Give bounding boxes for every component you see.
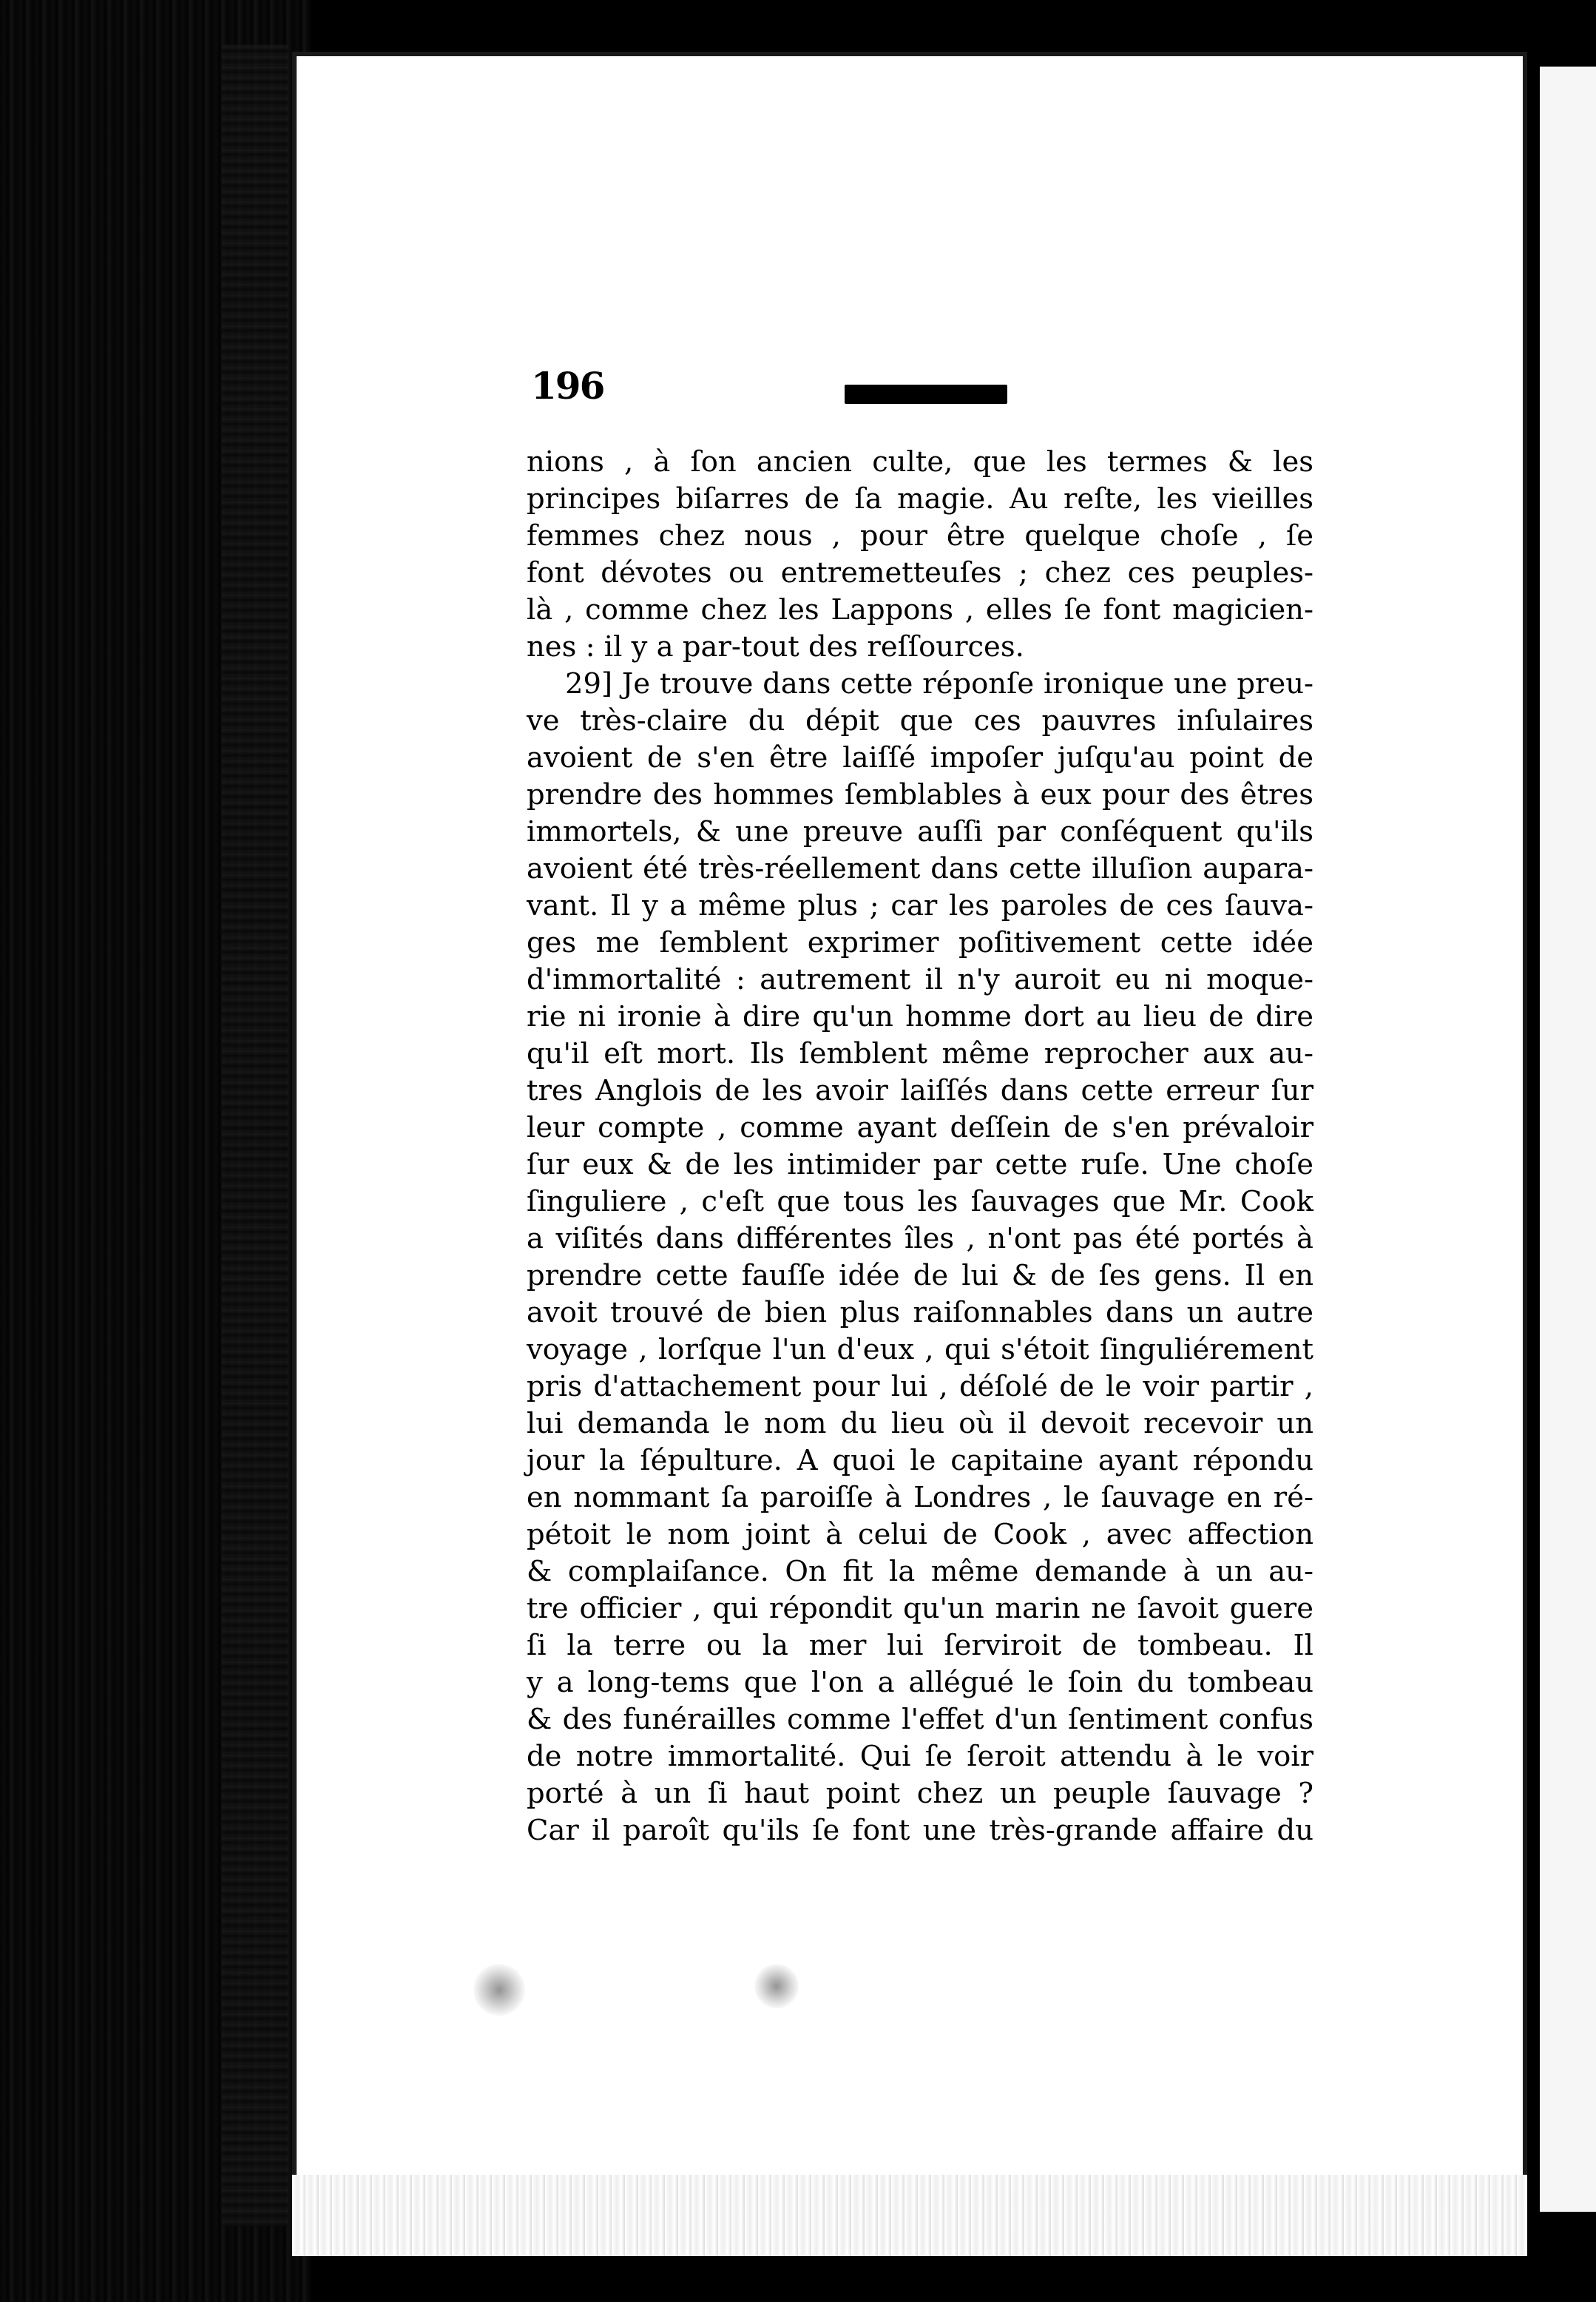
text-line: leur compte , comme ayant deſſein de s'en prévaloir [527,1111,1313,1144]
text-line: font dévotes ou entremetteuſes ; chez ces peuples- [527,556,1313,590]
text-line: & des funérailles comme l'effet d'un ſentiment confus [527,1703,1313,1736]
text-line: lui demanda le nom du lieu où il devoit recevoir un [527,1407,1313,1440]
body-text [527,444,1313,1849]
text-line: pris d'attachement pour lui , déſolé de le voir partir , [527,1370,1313,1403]
text-line: prendre cette fauſſe idée de lui & de ſes gens. Il en [527,1259,1313,1292]
text-line: Car il paroît qu'ils ſe font une très-grande affaire du [527,1814,1313,1847]
text-line: immortels, & une preuve auſſi par conſéquent qu'ils [527,815,1313,848]
facing-page-edge [1540,67,1596,2212]
binding-edge [222,44,288,2227]
text-line: tre officier , qui répondit qu'un marin ne ſavoit guere [527,1592,1313,1625]
text-line: ſinguliere , c'eſt que tous les ſauvages que Mr. Cook [527,1185,1313,1218]
page-number: 196 [531,364,604,408]
text-line: a viſités dans différentes îles , n'ont pas été portés à [527,1222,1313,1255]
text-line: là , comme chez les Lappons , elles ſe font magicien- [527,593,1313,627]
paper-stain [754,1964,799,2008]
text-line: en nommant ſa paroiſſe à Londres , le ſauvage en ré- [527,1481,1313,1514]
text-line: qu'il eſt mort. Ils ſemblent même reprocher aux au- [527,1037,1313,1070]
text-line: vant. Il y a même plus ; car les paroles de ces ſauva- [527,889,1313,922]
text-line: ve très-claire du dépit que ces pauvres inſulaires [527,704,1313,737]
page-bottom-edge [292,2175,1527,2256]
text-line: 29] Je trouve dans cette réponſe ironique une preu- [565,667,1313,701]
text-line: nions , à ſon ancien culte, que les termes & les [527,445,1313,479]
text-line: y a long-tems que l'on a allégué le ſoin du tombeau [527,1666,1313,1699]
header-ornament-rule [845,385,1007,404]
paper-stain [473,1964,525,2016]
text-line: pétoit le nom joint à celui de Cook , avec affection [527,1518,1313,1551]
text-line: d'immortalité : autrement il n'y auroit eu ni moque- [527,963,1313,996]
text-line: ſi la terre ou la mer lui ſerviroit de tombeau. Il [527,1629,1313,1662]
text-line: voyage , lorſque l'un d'eux , qui s'étoit ſinguliérement [527,1333,1313,1366]
text-line: tres Anglois de les avoir laiſſés dans cette erreur ſur [527,1074,1313,1107]
text-line: femmes chez nous , pour être quelque choſe , ſe [527,519,1313,553]
text-line: avoient été très-réellement dans cette illuſion aupara- [527,852,1313,885]
text-line: ges me ſemblent exprimer poſitivement cette idée [527,926,1313,959]
text-line: ſur eux & de les intimider par cette ruſe. Une choſe [527,1148,1313,1181]
text-line: rie ni ironie à dire qu'un homme dort au lieu de dire [527,1000,1313,1033]
text-line: avoient de s'en être laiſſé impoſer juſqu'au point de [527,741,1313,774]
text-line: de notre immortalité. Qui ſe ſeroit attendu à le voir [527,1740,1313,1773]
text-line: prendre des hommes ſemblables à eux pour des êtres [527,778,1313,811]
text-line: principes biſarres de ſa magie. Au reſte, les vieilles [527,482,1313,516]
text-line: nes : il y a par-tout des reſſources. [527,630,1024,664]
text-line: & complaiſance. On fit la même demande à un au- [527,1555,1313,1588]
text-line: avoit trouvé de bien plus raiſonnables dans un autre [527,1296,1313,1329]
text-line: porté à un ſi haut point chez un peuple ſauvage ? [527,1777,1313,1810]
text-line: jour la ſépulture. A quoi le capitaine ayant répondu [527,1444,1313,1477]
